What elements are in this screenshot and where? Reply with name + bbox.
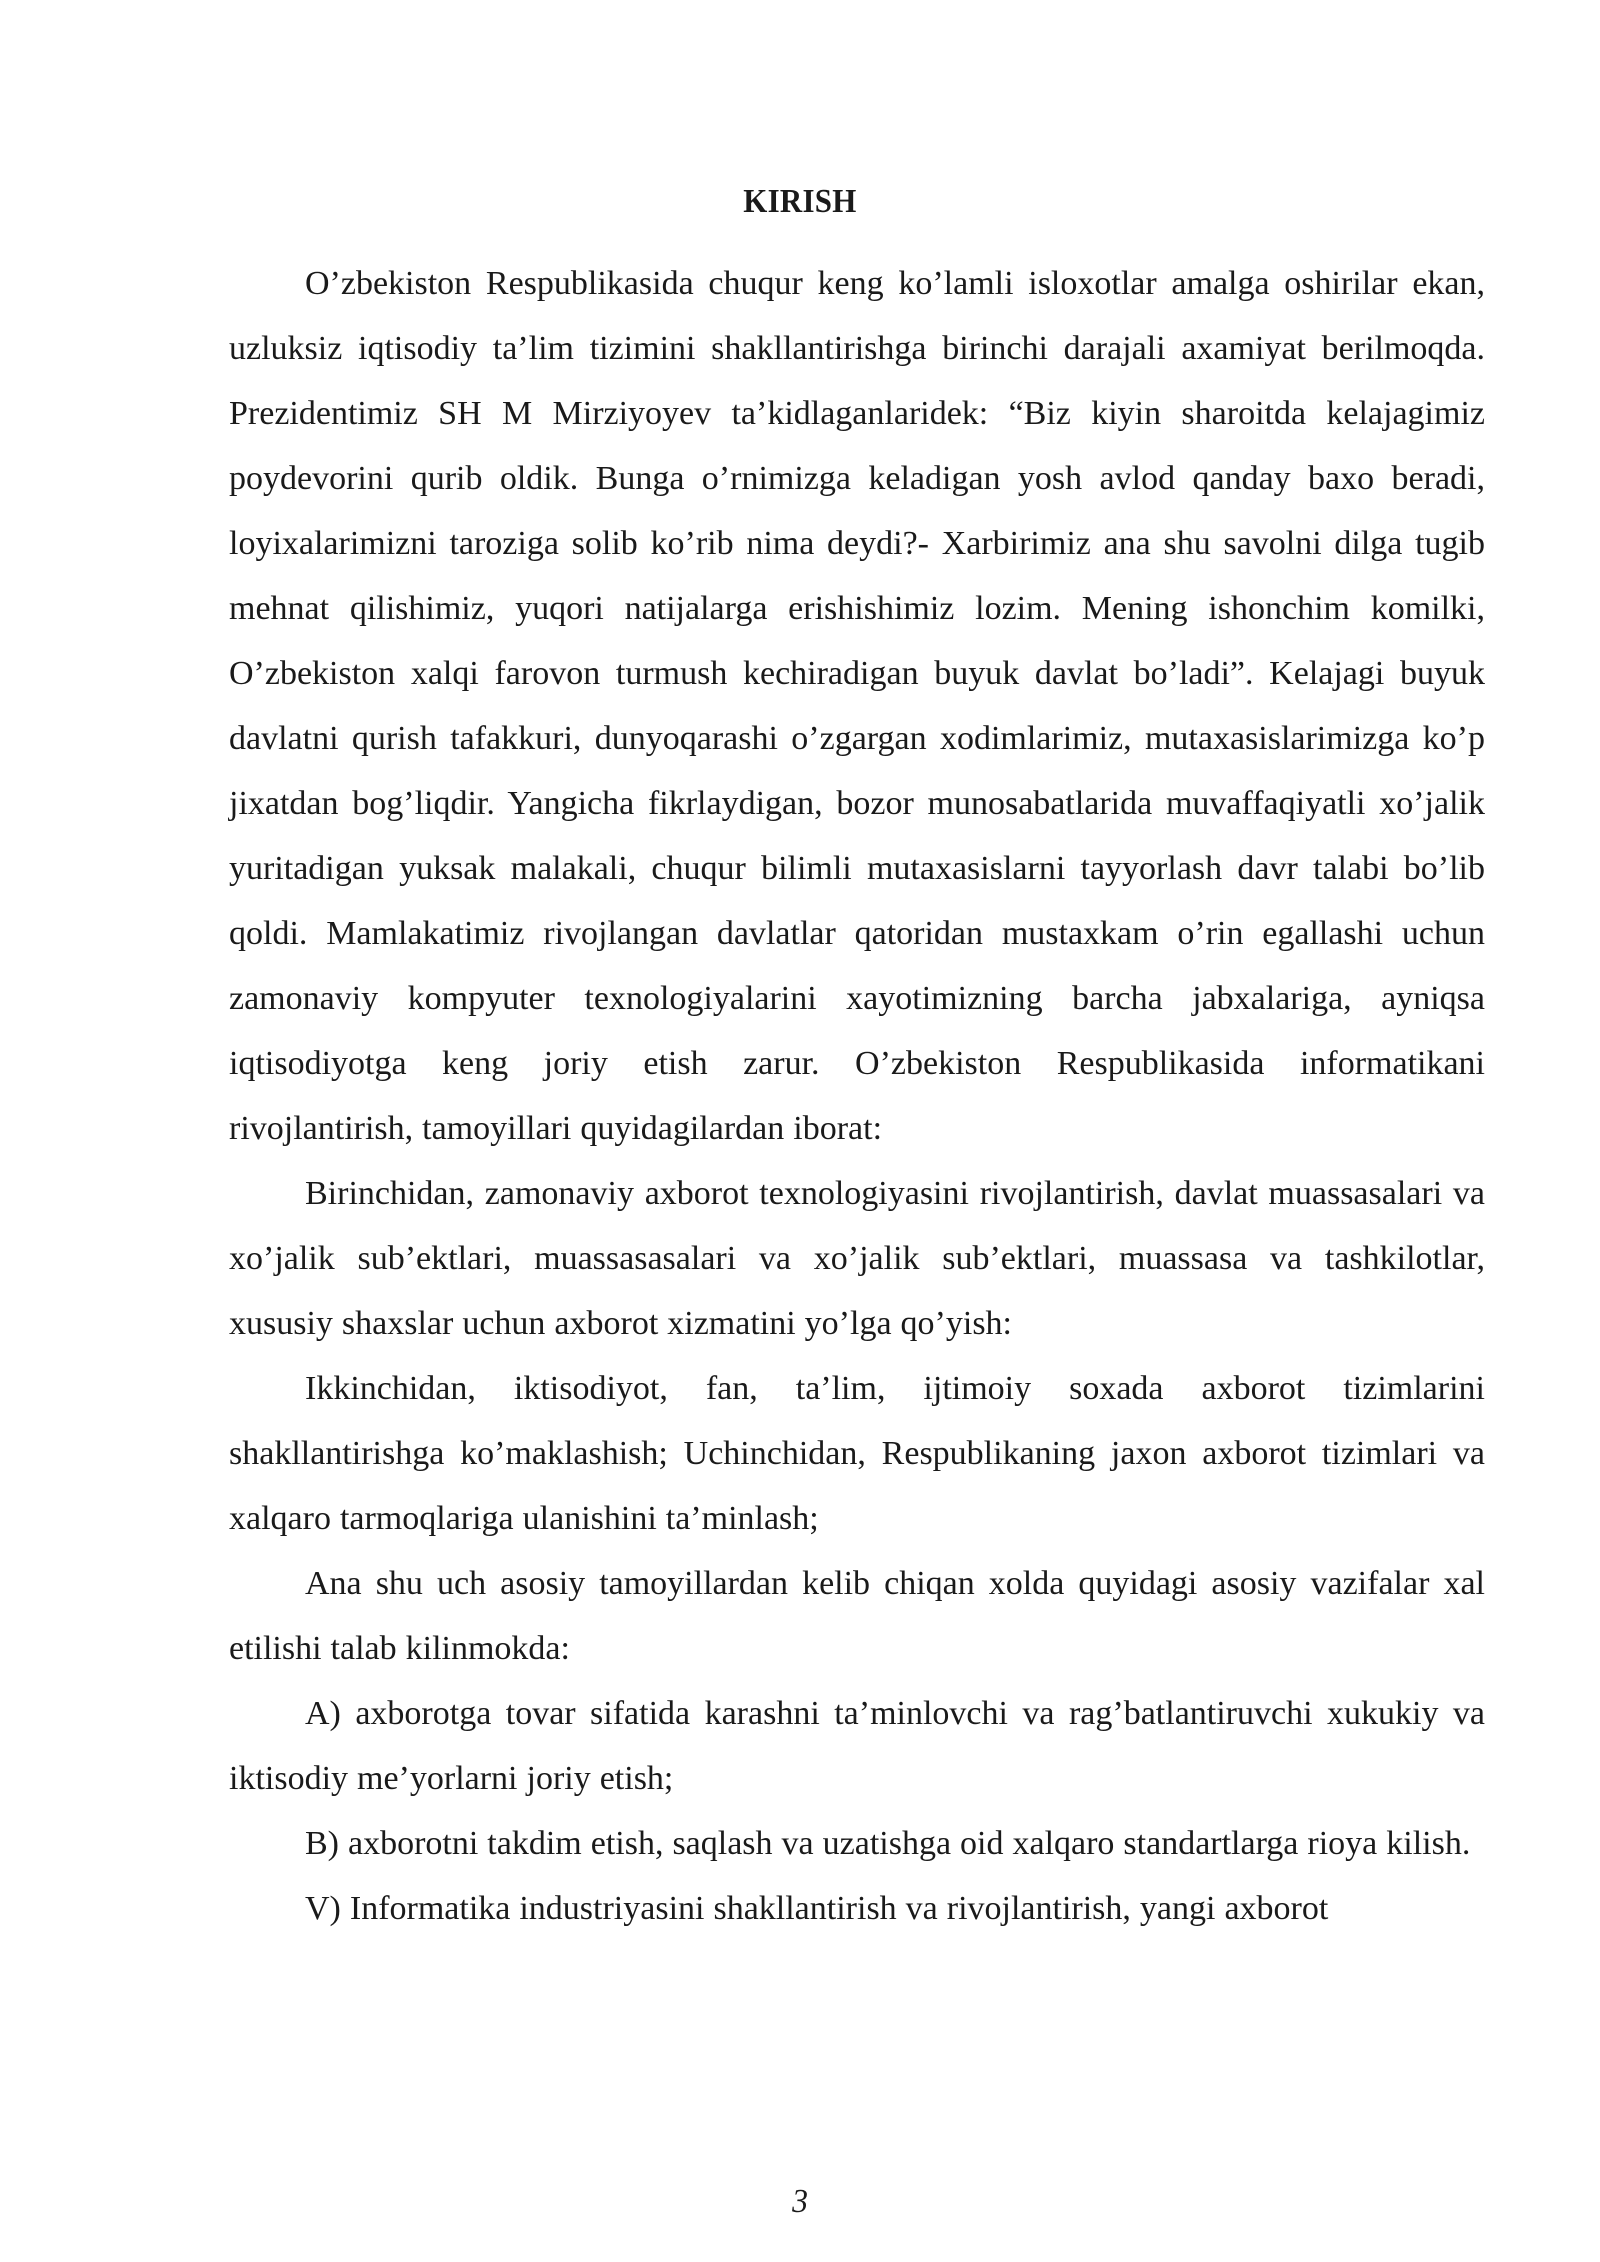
paragraph-tasks-intro: Ana shu uch asosiy tamoyillardan kelib chiqan xolda quyidagi asosiy vazifalar xal etilishi talab kilinmokda:: [229, 1565, 1485, 1667]
paragraph-task-a: A) axborotga tovar sifatida karashni ta’minlovchi va rag’batlantiruvchi xukukiy va iktisodiy me’yorlarni joriy etish;: [229, 1695, 1485, 1797]
paragraph-intro: O’zbekiston Respublikasida chuqur keng ko’lamli isloxotlar amalga oshirilar ekan, uzluksiz iqtisodiy ta’lim tizimini shakllantirishga birinchi darajali axamiyat berilmoqda. Prezidentimiz SH M Mirziyoyev ta’kidlaganlaridek: “Biz kiyin sharoitda kelajagimiz poydevorini qurib oldik. Bunga o’rnimizga keladigan yosh avlod qanday baxo beradi, loyixalarimizni taroziga solib ko’rib nima deydi?- Xarbirimiz ana shu savolni dilga tugib mehnat qilishimiz, yuqori natijalarga erishishimiz lozim. Mening ishonchim komilki, O’zbekiston xalqi farovon turmush kechiradigan buyuk davlat bo’ladi”. Kelajagi buyuk davlatni qurish tafakkuri, dunyoqarashi o’zgargan xodimlarimiz, mutaxasislarimizga ko’p jixatdan bog’liqdir. Yangicha fikrlaydigan, bozor munosabatlarida muvaffaqiyatli xo’jalik yuritadigan yuksak malakali, chuqur bilimli mutaxasislarni tayyorlash davr talabi bo’lib qoldi. Mamlakatimiz rivojlangan davlatlar qatoridan mustaxkam o’rin egallashi uchun zamonaviy kompyuter texnologiyalarini xayotimizning barcha jabxalariga, ayniqsa iqtisodiyotga keng joriy etish zarur. O’zbekiston Respublikasida informatikani rivojlantirish, tamoyillari quyidagilardan iborat:: [229, 265, 1485, 1147]
paragraph-first-principle: Birinchidan, zamonaviy axborot texnologiyasini rivojlantirish, davlat muassasalari va xo’jalik sub’ektlari, muassasasalari va xo’jalik sub’ektlari, muassasa va tashkilotlar, xususiy shaxslar uchun axborot xizmatini yo’lga qo’yish:: [229, 1175, 1485, 1342]
section-heading: KIRISH: [743, 183, 857, 220]
page-number: 3: [792, 2183, 808, 2220]
paragraph-task-v: V) Informatika industriyasini shakllantirish va rivojlantirish, yangi axborot: [305, 1890, 1329, 1927]
paragraph-second-third-principle: Ikkinchidan, iktisodiyot, fan, ta’lim, ijtimoiy soxada axborot tizimlarini shakllantirishga ko’maklashish; Uchinchidan, Respublikaning jaxon axborot tizimlari va xalqaro tarmoqlariga ulanishini ta’minlash;: [229, 1370, 1485, 1537]
paragraph-task-b: B) axborotni takdim etish, saqlash va uzatishga oid xalqaro standartlarga rioya kilish.: [305, 1825, 1471, 1862]
body-text: [229, 251, 1485, 1941]
